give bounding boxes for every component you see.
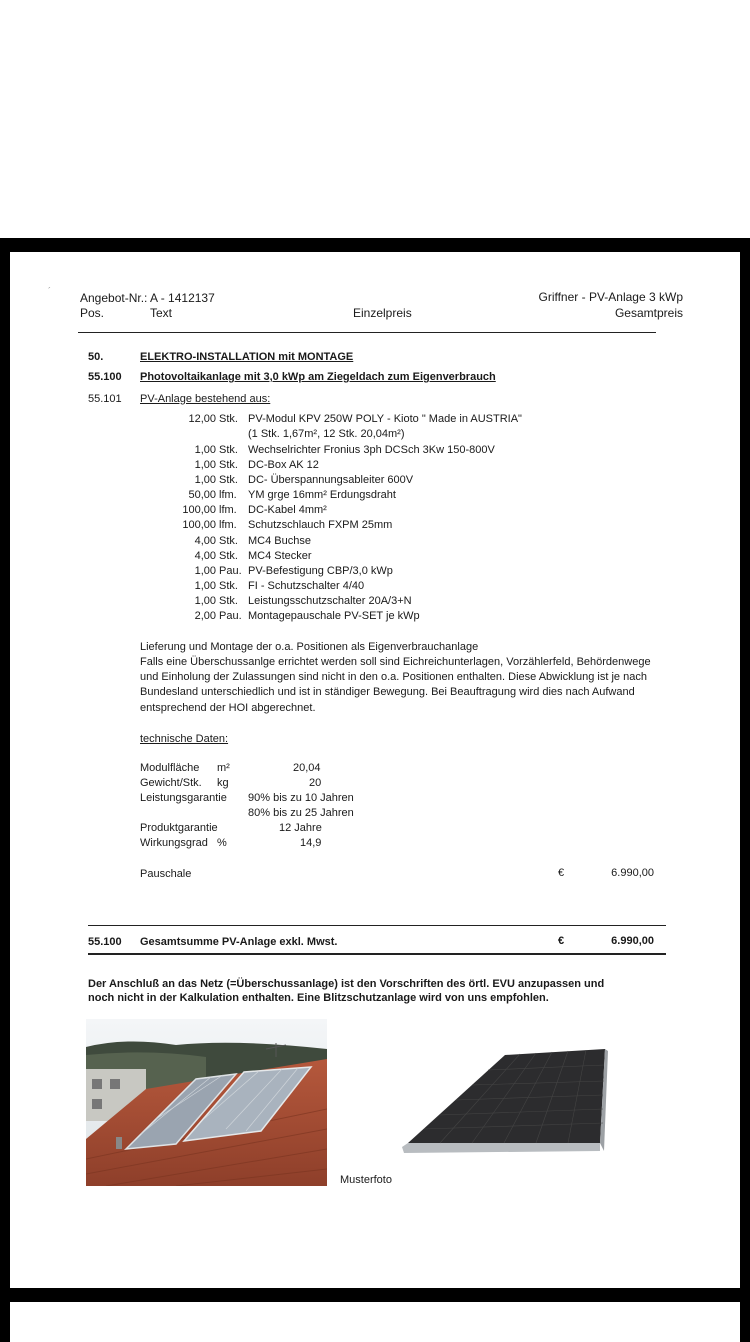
total-rule-top — [88, 925, 666, 926]
photo-caption: Musterfoto — [340, 1174, 392, 1186]
section-title: ELEKTRO-INSTALLATION mit MONTAGE — [140, 351, 354, 363]
offer-number: Angebot-Nr.: A - 1412137 — [80, 291, 215, 305]
position-number: 55.100 — [88, 371, 122, 383]
item-qty: 100,00 — [182, 504, 216, 516]
roof-photo — [86, 1019, 327, 1186]
item-unit: Stk. — [219, 580, 238, 592]
item-desc: PV-Modul KPV 250W POLY - Kioto " Made in AUSTRIA" — [248, 413, 522, 425]
paragraph-line: entsprechend der HOI abgerechnet. — [140, 702, 316, 714]
item-qty: 1,00 — [194, 595, 216, 607]
tech-value: 80% bis zu 25 Jahren — [248, 807, 354, 819]
grid-note-line: noch nicht in der Kalkulation enthalten. Eine Blitzschutzanlage wird von uns empfohlen. — [88, 992, 549, 1004]
tech-label: Produktgarantie — [140, 822, 218, 834]
item-unit: Stk. — [219, 595, 238, 607]
item-desc: (1 Stk. 1,67m², 12 Stk. 20,04m²) — [248, 428, 405, 440]
item-qty: 1,00 — [194, 580, 216, 592]
item-unit: lfm. — [219, 519, 237, 531]
header-rule — [78, 332, 656, 333]
item-desc: PV-Befestigung CBP/3,0 kWp — [248, 565, 393, 577]
paragraph-line: Falls eine Überschussanlge errichtet werden soll sind Eichreichunterlagen, Vorzählerfeld, Behördenwege — [140, 656, 651, 668]
offer-page — [10, 252, 740, 1288]
paragraph-line: Lieferung und Montage der o.a. Positionen als Eigenverbrauchanlage — [140, 641, 479, 653]
item-qty: 2,00 — [194, 610, 216, 622]
col-unit-price: Einzelpreis — [353, 306, 412, 320]
scan-mark: ´ — [48, 286, 51, 296]
pauschale-amount: 6.990,00 — [611, 867, 654, 879]
tech-label: Leistungsgarantie — [140, 792, 227, 804]
item-desc: FI - Schutzschalter 4/40 — [248, 580, 365, 592]
section-number: 50. — [88, 351, 104, 363]
item-unit: Pau. — [219, 565, 242, 577]
col-text: Text — [150, 306, 173, 320]
item-desc: Wechselrichter Fronius 3ph DCSch 3Kw 150-800V — [248, 444, 495, 456]
item-unit: Stk. — [219, 459, 238, 471]
total-label: Gesamtsumme PV-Anlage exkl. Mwst. — [140, 936, 338, 948]
item-qty: 1,00 — [194, 474, 216, 486]
paragraph-line: und Einholung der Zulassungen sind nicht in den o.a. Positionen enthalten. Diese Abwicklung ist je nach — [140, 671, 647, 683]
tech-unit: kg — [217, 777, 229, 789]
tech-heading: technische Daten: — [140, 733, 229, 745]
tech-value: 14,9 — [300, 837, 322, 849]
item-desc: DC-Box AK 12 — [248, 459, 319, 471]
total-amount: 6.990,00 — [611, 935, 654, 947]
item-qty: 4,00 — [194, 550, 216, 562]
position-title: Photovoltaikanlage mit 3,0 kWp am Ziegeldach zum Eigenverbrauch — [140, 371, 496, 383]
paragraph-line: Bundesland unterschiedlich und ist in ständiger Bewegung. Bei Beauftragung wird dies nach Aufwand — [140, 686, 635, 698]
subposition-number: 55.101 — [88, 393, 122, 405]
project-title: Griffner - PV-Anlage 3 kWp — [538, 290, 683, 304]
subposition-title: PV-Anlage bestehend aus: — [140, 393, 271, 405]
solar-panel-photo — [400, 1047, 610, 1162]
item-desc: DC- Überspannungsableiter 600V — [248, 474, 414, 486]
item-qty: 1,00 — [194, 444, 216, 456]
total-currency: € — [558, 935, 565, 947]
item-desc: MC4 Stecker — [248, 550, 312, 562]
col-pos: Pos. — [80, 306, 105, 320]
item-unit: lfm. — [219, 489, 237, 501]
item-desc: MC4 Buchse — [248, 535, 311, 547]
item-unit: Stk. — [219, 550, 238, 562]
item-unit: Stk. — [219, 444, 238, 456]
item-qty: 1,00 — [194, 565, 216, 577]
item-qty: 4,00 — [194, 535, 216, 547]
col-total: Gesamtpreis — [614, 306, 683, 320]
tech-value: 12 Jahre — [279, 822, 322, 834]
tech-value: 20,04 — [293, 762, 321, 774]
pauschale-currency: € — [558, 867, 565, 879]
item-desc: YM grge 16mm² Erdungsdraht — [248, 489, 396, 501]
previous-page — [0, 0, 750, 238]
item-unit: Pau. — [219, 610, 242, 622]
next-page — [10, 1302, 740, 1342]
tech-unit: m² — [217, 762, 230, 774]
tech-value: 20 — [309, 777, 322, 789]
tech-value: 90% bis zu 10 Jahren — [248, 792, 354, 804]
item-desc: Schutzschlauch FXPM 25mm — [248, 519, 393, 531]
item-qty: 50,00 — [188, 489, 216, 501]
tech-label: Wirkungsgrad — [140, 837, 208, 849]
grid-note-line: Der Anschluß an das Netz (=Überschussanlage) ist den Vorschriften des örtl. EVU anzupassen und — [88, 978, 605, 990]
item-unit: Stk. — [219, 474, 238, 486]
item-desc: Montagepauschale PV-SET je kWp — [248, 610, 420, 622]
tech-label: Modulfläche — [140, 762, 200, 774]
item-qty: 1,00 — [194, 459, 216, 471]
item-desc: Leistungsschutzschalter 20A/3+N — [248, 595, 412, 607]
pauschale-label: Pauschale — [140, 868, 192, 880]
tech-label: Gewicht/Stk. — [140, 777, 202, 789]
total-number: 55.100 — [88, 936, 122, 948]
item-unit: Stk. — [219, 535, 238, 547]
tech-unit: % — [217, 837, 227, 849]
item-unit: lfm. — [219, 504, 237, 516]
total-rule-bottom — [88, 953, 666, 955]
item-unit: Stk. — [219, 413, 238, 425]
item-qty: 100,00 — [182, 519, 216, 531]
item-desc: DC-Kabel 4mm² — [248, 504, 327, 516]
item-qty: 12,00 — [188, 413, 216, 425]
